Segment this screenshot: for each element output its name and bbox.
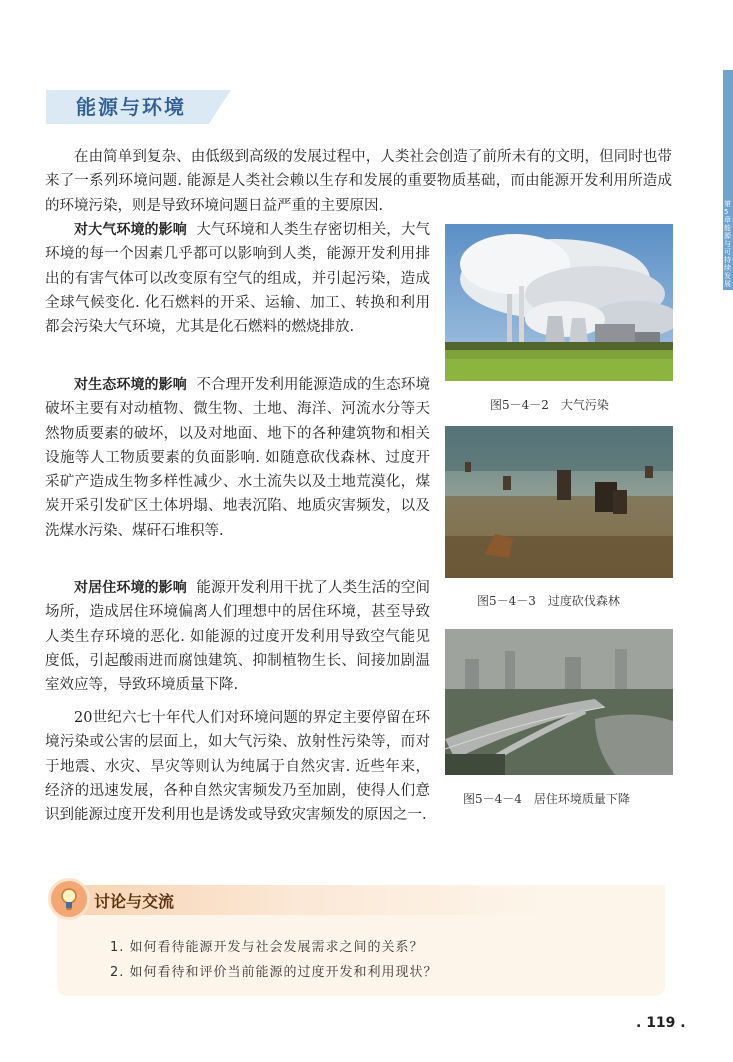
figure-caption-1: 图5－4－2 大气污染 bbox=[490, 398, 609, 412]
section-air bbox=[45, 218, 430, 339]
chapter-side-label: 第5章 能源与可持续发展 bbox=[724, 200, 731, 288]
smog-city-photo bbox=[445, 629, 673, 775]
lightbulb-icon bbox=[48, 878, 90, 920]
section-living-heading: 对居住环境的影响 bbox=[74, 580, 187, 596]
closing-paragraph: 20世纪六七十年代人们对环境问题的界定主要停留在环境污染或公害的层面上，如大气污染、放射性污染等，而对于地震、水灾、旱灾等则认为纯属于自然灾害. 近些年来，经济的迅速发展，各种自然灾害频发乃至加剧，使得人们意识到能源过度开发利用也是诱发或导致灾害频发的原因之一. bbox=[45, 710, 430, 824]
section-ecology bbox=[45, 373, 430, 543]
intro-paragraph: 在由简单到复杂、由低级到高级的发展过程中，人类社会创造了前所未有的文明，但同时也带来了一系列环境问题. 能源是人类社会赖以生存和发展的重要物质基础，而由能源开发利用所造成的环境污染，则是导致环境问题日益严重的主要原因. bbox=[45, 149, 672, 214]
deforestation-photo bbox=[445, 426, 673, 578]
section-ecology-heading: 对生态环境的影响 bbox=[74, 377, 187, 393]
section-title: 能源与环境 bbox=[76, 95, 186, 119]
section-ecology-text: 不合理开发利用能源造成的生态环境破坏主要有对动植物、微生物、土地、海洋、河流水分等天然物质要素的破坏，以及对地面、地下的各种建筑物和相关设施等人工物质要素的负面影响. 如随意砍伐森林、过度开采矿产造成生物多样性减少、水土流失以及土地荒漠化，煤炭开采引发矿区土体坍塌、地表沉陷、地质灾害频发，以及洗煤水污染、煤矸石堆积等. bbox=[45, 377, 431, 539]
figure-caption-3: 图5－4－4 居住环境质量下降 bbox=[463, 792, 630, 806]
figure-caption-2: 图5－4－3 过度砍伐森林 bbox=[477, 594, 620, 608]
discussion-title: 讨论与交流 bbox=[94, 892, 175, 911]
section-air-heading: 对大气环境的影响 bbox=[74, 222, 187, 238]
section-living bbox=[45, 576, 430, 697]
discussion-question-1: 1. 如何看待能源开发与社会发展需求之间的关系？ bbox=[110, 940, 424, 955]
air-pollution-photo bbox=[445, 224, 673, 381]
section-air-text: 大气环境和人类生存密切相关，大气环境的每一个因素几乎都可以影响到人类，能源开发利用排出的有害气体可以改变原有空气的组成，并引起污染，造成全球气候变化. 化石燃料的开采、运输、加工、转换和利用都会污染大气环境，尤其是化石燃料的燃烧排放. bbox=[45, 222, 431, 336]
page-number: . 119 . bbox=[636, 1015, 686, 1031]
section-living-text: 能源开发利用干扰了人类生活的空间场所，造成居住环境偏离人们理想中的居住环境，甚至导致人类生存环境的恶化. 如能源的过度开发利用导致空气能见度低，引起酸雨进而腐蚀建筑、抑制植物生长、间接加剧温室效应等，导致环境质量下降. bbox=[45, 580, 431, 694]
discussion-question-2: 2. 如何看待和评价当前能源的过度开发和利用现状？ bbox=[110, 965, 438, 980]
